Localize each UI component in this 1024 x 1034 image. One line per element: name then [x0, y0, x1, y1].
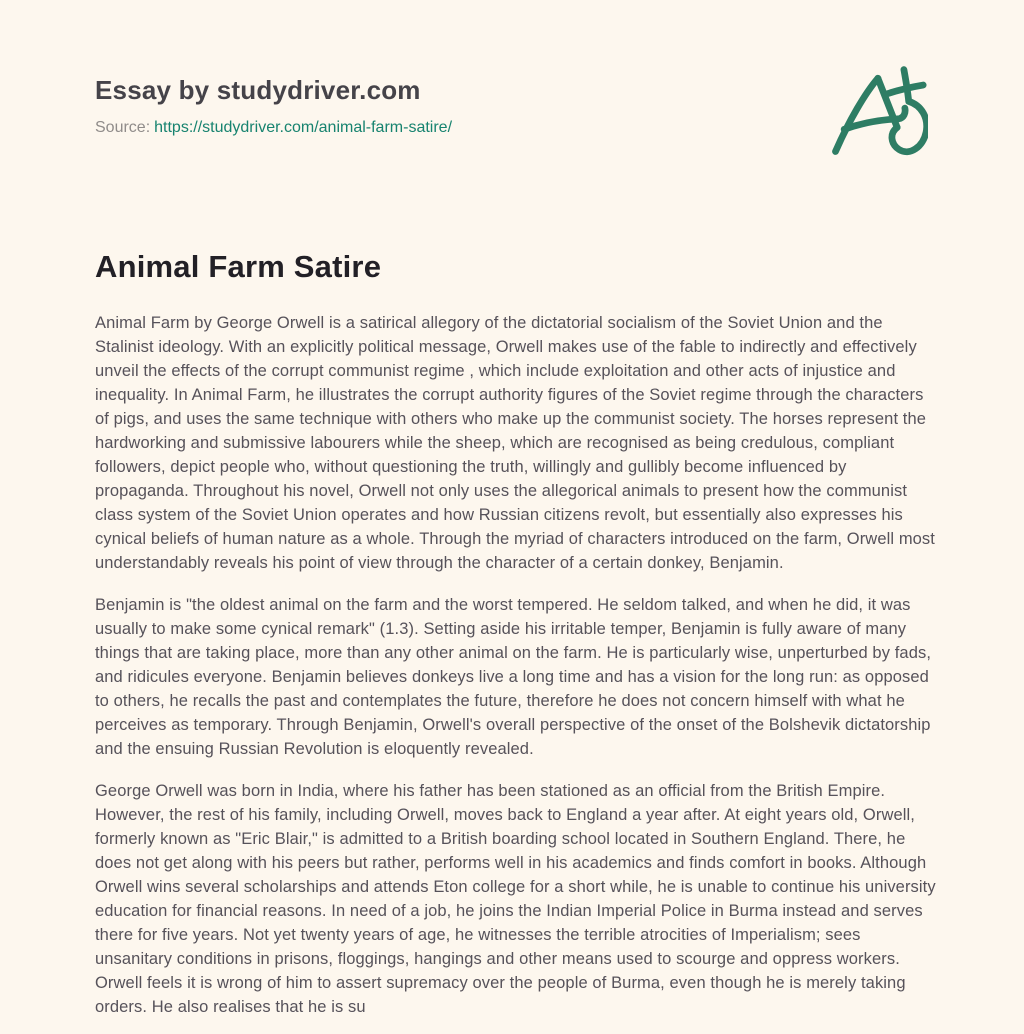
source-line — [95, 119, 932, 137]
source-label: Source: — [95, 119, 151, 136]
essay-paragraph: Animal Farm by George Orwell is a satirical allegory of the dictatorial socialism of the Soviet Union and the Stalinist ideology. With an explicitly political message, Orwell makes use of the fable to indirectly and effectively unveil the effects of the corrupt communist regime , which include exploitation and other acts of injustice and inequality. In Animal Farm, he illustrates the corrupt authority figures of the Soviet regime through the characters of pigs, and uses the same technique with others who make up the communist society. The horses represent the hardworking and submissive labourers while the sheep, which are recognised as being credulous, compliant followers, depict people who, without questioning the truth, willingly and gullibly become influenced by propaganda. Throughout his novel, Orwell not only uses the allegorical animals to present how the communist class system of the Soviet Union operates and how Russian citizens revolt, but essentially also expresses his cynical beliefs of human nature as a whole. Through the myriad of characters introduced on the farm, Orwell most understandably reveals his point of view through the character of a certain donkey, Benjamin. — [95, 314, 935, 572]
essay-title: Animal Farm Satire — [95, 249, 382, 284]
essay-paragraph: Benjamin is "the oldest animal on the farm and the worst tempered. He seldom talked, and when he did, it was usually to make some cynical remark" (1.3). Setting aside his irritable temper, Benjamin is fully aware of many things that are taking place, more than any other animal on the farm. He is particularly wise, unperturbed by fads, and ridicules everyone. Benjamin believes donkeys live a long time and has a vision for the long run: as opposed to others, he recalls the past and contemplates the future, therefore he does not concern himself with what he perceives as temporary. Through Benjamin, Orwell's overall perspective of the onset of the Bolshevik dictatorship and the ensuing Russian Revolution is eloquently revealed. — [95, 596, 932, 758]
source-link[interactable]: https://studydriver.com/animal-farm-satire/ — [154, 119, 453, 136]
essay-body — [95, 311, 937, 1019]
essay-paragraph: George Orwell was born in India, where his father has been stationed as an official from the British Empire. However, the rest of his family, including Orwell, moves back to England a year after. At eight years old, Orwell, formerly known as "Eric Blair," is admitted to a British boarding school located in Southern England. There, he does not get along with his peers but rather, performs well in his academics and finds comfort in books. Although Orwell wins several scholarships and attends Eton college for a short while, he is unable to continue his university education for financial reasons. In need of a job, he joins the Indian Imperial Police in Burma instead and serves there for five years. Not yet twenty years of age, he witnesses the terrible atrocities of Imperialism; sees unsanitary conditions in prisons, floggings, hangings and other means used to scourge and oppress workers. Orwell feels it is wrong of him to assert supremacy over the people of Burma, even though he is merely taking orders. He also realises that he is su — [95, 782, 936, 1016]
a-plus-logo-icon — [822, 57, 928, 167]
header-title: Essay by studydriver.com — [95, 75, 421, 105]
